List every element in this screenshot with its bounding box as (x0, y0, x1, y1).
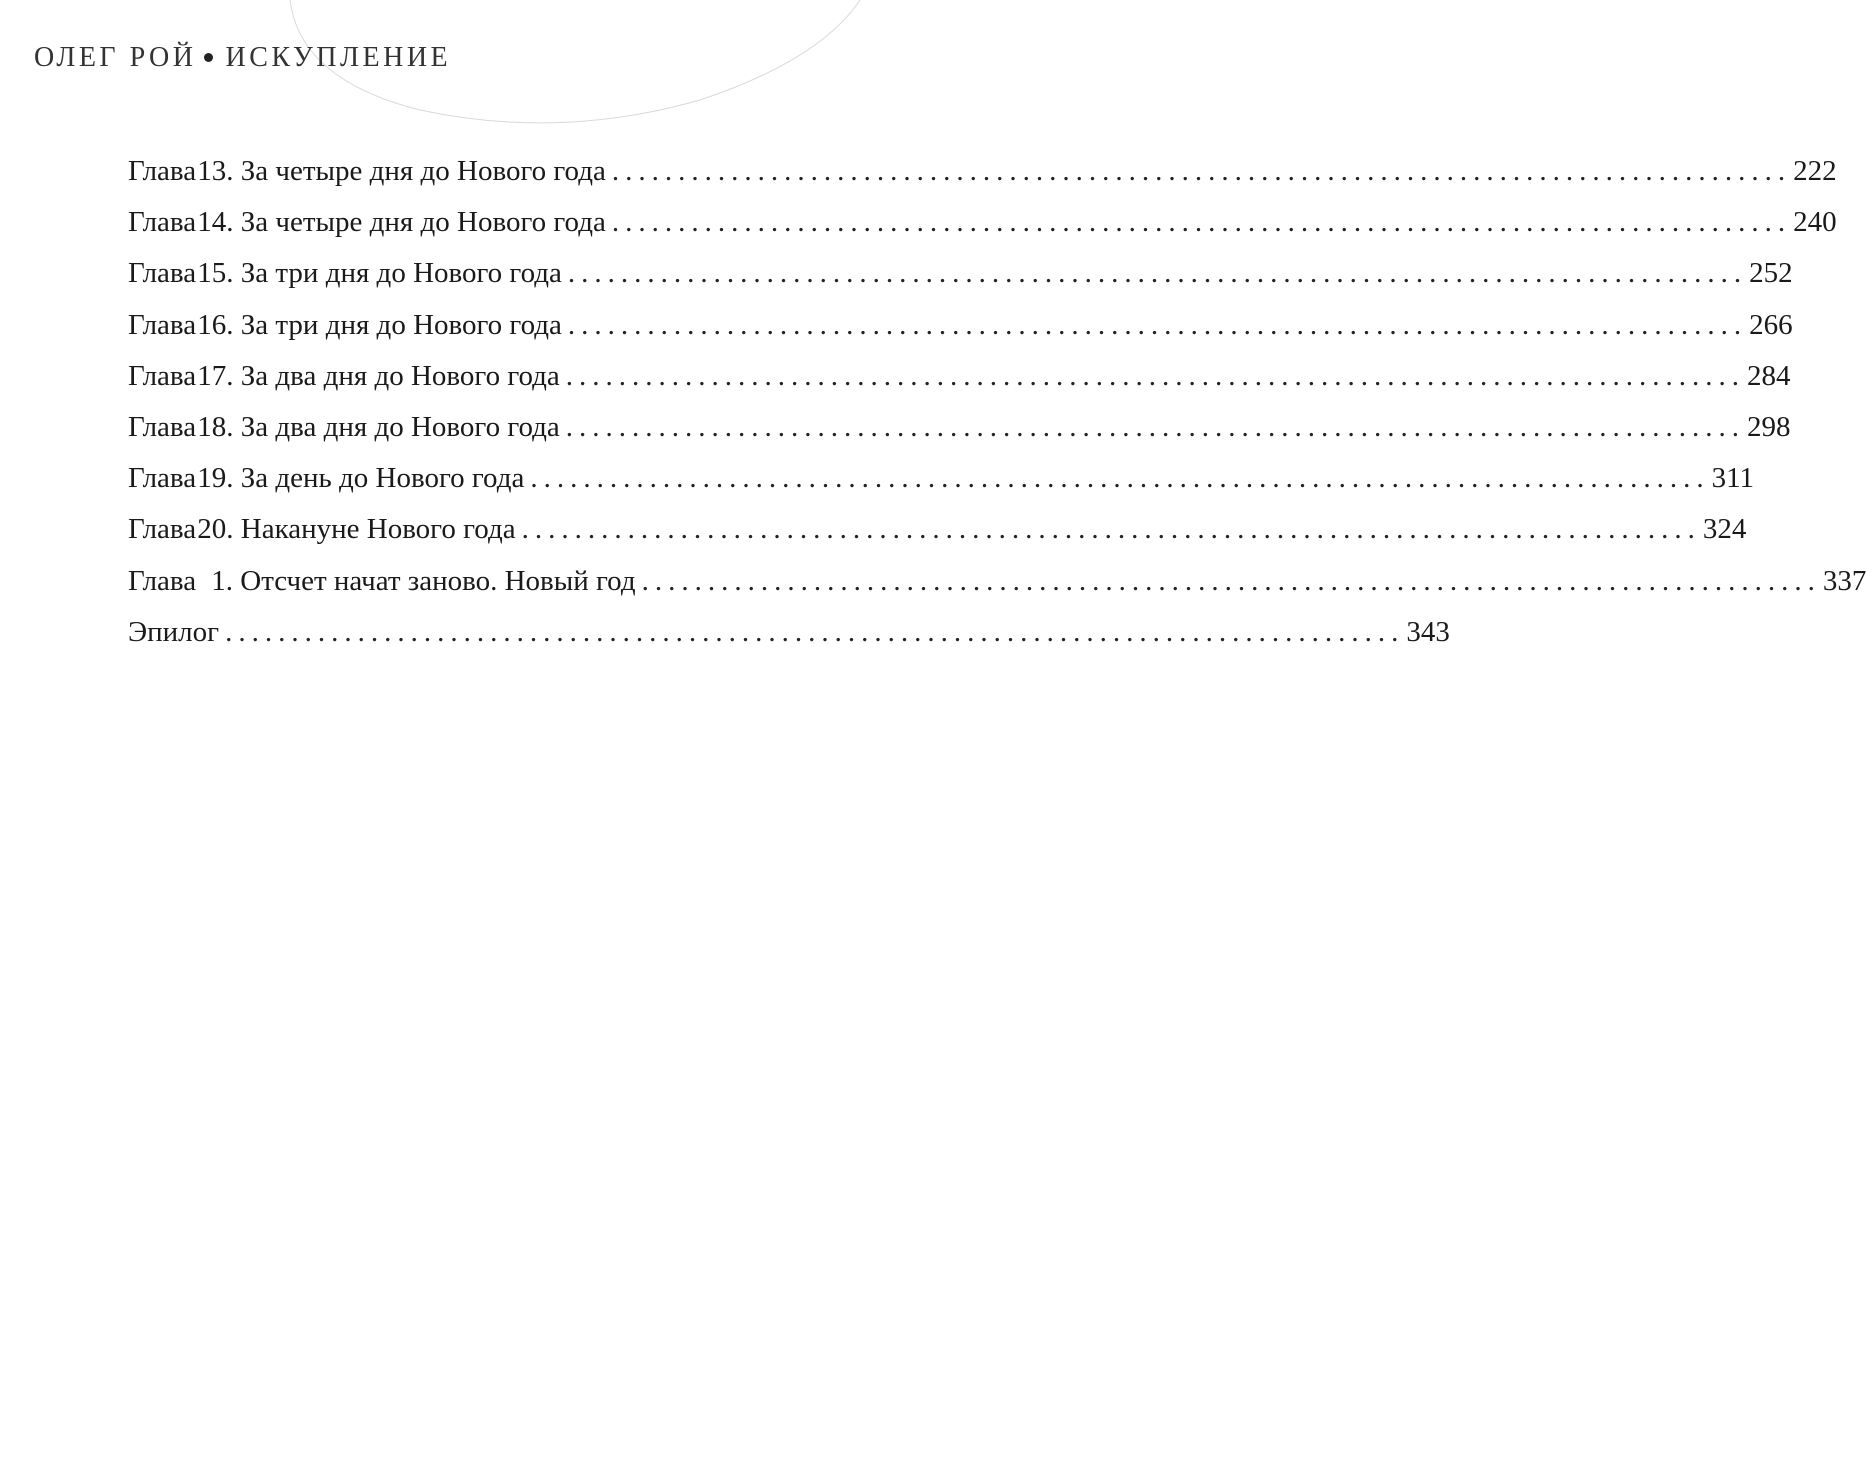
toc-chapter-label: Глава (128, 257, 197, 290)
toc-entry-heading (128, 556, 636, 607)
dot-leader: ......................................................................................... (641, 564, 1821, 597)
toc-chapter-number: 18. (197, 410, 234, 443)
toc-chapter-number: 19. (197, 462, 234, 495)
toc-page-number: 284 (1747, 359, 1791, 392)
toc-entry[interactable] (128, 351, 1791, 402)
toc-page-number: 252 (1749, 257, 1793, 290)
toc-chapter-number: 20. (197, 513, 234, 546)
running-head-book-title: ИСКУПЛЕНИЕ (225, 42, 452, 73)
dot-leader: ......................................................................................... (521, 513, 1701, 546)
toc-entry[interactable] (128, 607, 1450, 658)
dot-leader: ......................................................................................... (611, 155, 1792, 187)
toc-chapter-number: 16. (197, 308, 234, 341)
dot-leader: ......................................................................................... (530, 462, 1710, 495)
toc-chapter-label: Глава (128, 513, 197, 546)
toc-chapter-label: Глава (128, 410, 197, 443)
toc-page-number: 240 (1793, 206, 1837, 239)
toc-chapter-label: Глава (128, 155, 197, 187)
toc-chapter-label: Глава (128, 206, 197, 239)
toc-chapter-title: За два дня до Нового года (240, 359, 560, 392)
toc-page-number: 343 (1406, 615, 1450, 648)
running-head-author: ОЛЕГ РОЙ (34, 42, 197, 73)
toc-entry-heading (128, 197, 606, 248)
toc-entry[interactable] (128, 146, 1837, 197)
toc-page-number: 337 (1822, 564, 1866, 597)
dot-leader: ......................................................................................... (567, 257, 1748, 290)
toc-page-number: 266 (1749, 308, 1793, 341)
toc-entry-heading (128, 453, 524, 504)
dot-leader: ......................................................................................... (565, 410, 1746, 443)
dot-leader: ......................................................................................... (565, 359, 1746, 392)
toc-page-number: 311 (1711, 462, 1755, 495)
toc-chapter-title: За три дня до Нового года (240, 257, 562, 290)
toc-chapter-number: 15. (197, 257, 234, 290)
toc-page-number: 222 (1793, 155, 1837, 187)
toc-chapter-number: 14. (197, 206, 234, 239)
toc-entry-heading (128, 607, 219, 658)
running-head (34, 42, 451, 74)
dot-leader: ......................................................................................... (225, 615, 1405, 648)
toc-chapter-title: Отсчет начат заново. Новый год (240, 564, 636, 597)
toc-page-number: 324 (1702, 513, 1747, 546)
bullet-separator-icon (204, 53, 213, 62)
toc-chapter-label: Глава (128, 359, 197, 392)
toc-chapter-title: За два дня до Нового года (240, 410, 560, 443)
toc-entry[interactable] (128, 453, 1755, 504)
toc-entry-heading (128, 300, 562, 351)
toc-entry-heading (128, 146, 606, 197)
toc-entry[interactable] (128, 197, 1837, 248)
toc-chapter-number: 1. (211, 564, 233, 597)
dot-leader: ......................................................................................... (611, 206, 1792, 239)
toc-chapter-number: 13. (197, 155, 234, 187)
toc-entry[interactable] (128, 504, 1747, 555)
toc-entry[interactable] (128, 248, 1793, 299)
table-of-contents (128, 146, 1866, 658)
toc-chapter-label: Глава (128, 308, 197, 341)
toc-chapter-title: За четыре дня до Нового года (240, 155, 606, 187)
toc-chapter-title: За три дня до Нового года (240, 308, 562, 341)
toc-chapter-title: За день до Нового года (240, 462, 525, 495)
toc-entry[interactable] (128, 556, 1866, 607)
toc-chapter-title: За четыре дня до Нового года (240, 206, 606, 239)
toc-entry-heading (128, 402, 560, 453)
toc-chapter-number: 17. (197, 359, 234, 392)
toc-entry-heading (128, 504, 516, 555)
toc-entry-heading (128, 248, 562, 299)
toc-entry[interactable] (128, 402, 1791, 453)
toc-chapter-label: Глава (128, 564, 197, 597)
dot-leader: ......................................................................................... (567, 308, 1748, 341)
toc-entry-heading (128, 351, 560, 402)
toc-chapter-title: Эпилог (128, 615, 220, 648)
toc-entry[interactable] (128, 300, 1793, 351)
toc-page-number: 298 (1747, 410, 1791, 443)
toc-chapter-label: Глава (128, 462, 197, 495)
toc-chapter-title: Накануне Нового года (240, 513, 516, 546)
